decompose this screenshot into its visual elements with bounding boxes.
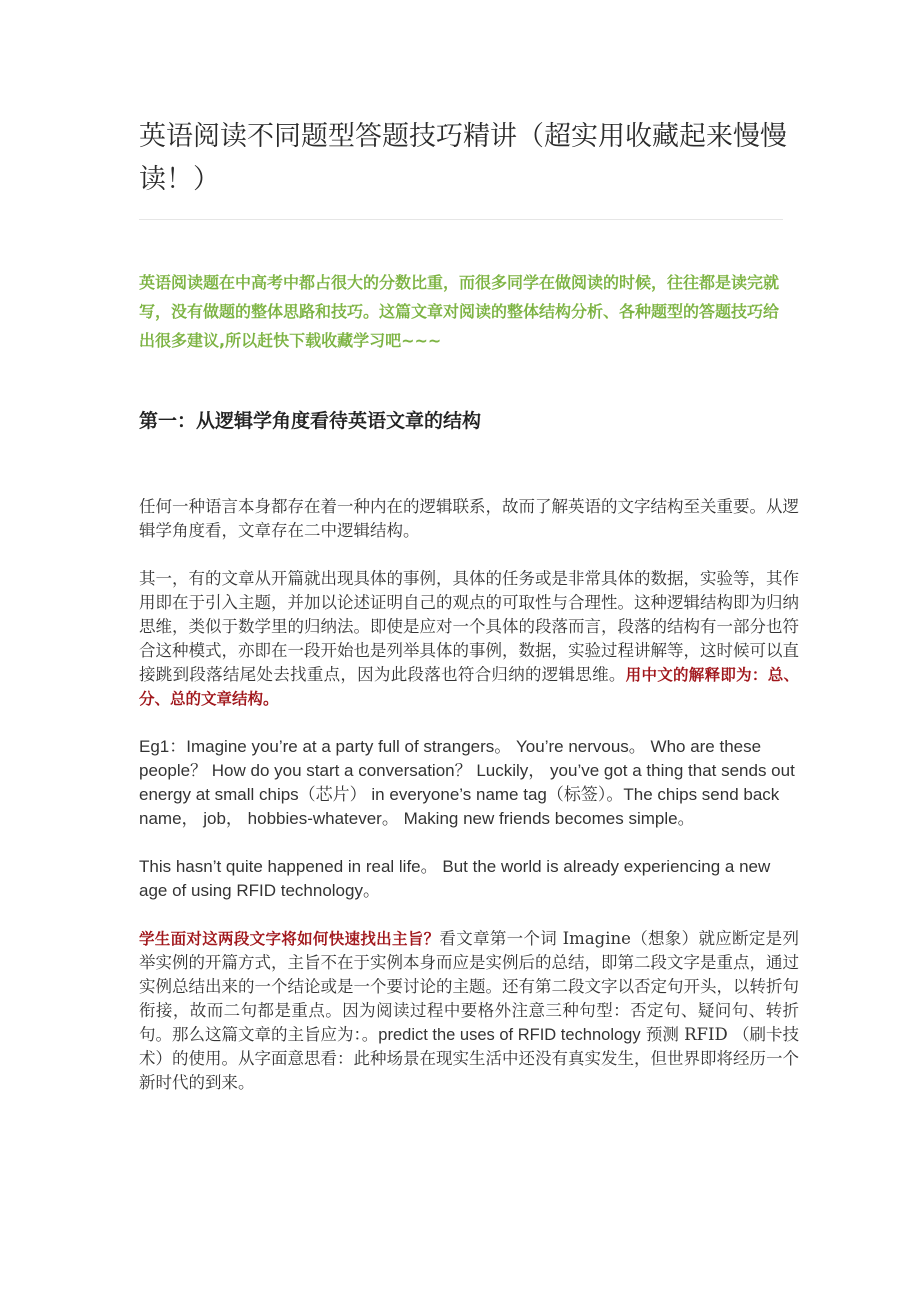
analysis-question: 学生面对这两段文字将如何快速找出主旨？ <box>139 930 440 948</box>
example-paragraph-2: This hasn’t quite happened in real life。 But the world is already experiencing a new age of using RFID technology。 <box>139 857 771 900</box>
paragraph-induction <box>139 567 799 711</box>
intro-paragraph: 英语阅读题在中高考中都占很大的分数比重，而很多同学在做阅读的时候，往往都是读完就写，没有做题的整体思路和技巧。这篇文章对阅读的整体结构分析、各种题型的答题技巧给出很多建议,所以赶快下载收藏学习吧~~~ <box>139 273 780 350</box>
analysis-text-b: 预测 RFID （刷卡技术）的使用。从字面意思看：此种场景在现实生活中还没有真实发生，但世界即将经历一个新时代的到来。 <box>139 1025 800 1092</box>
analysis-text-a: 看文章第一个词 Imagine（想象）就应断定是列举实例的开篇方式，主旨不在于实例本身而应是实例后的总结，即第二段文字是重点，通过实例总结出来的一个结论或是一个要讨论的主题。还有第二段文字以否定句开头，以转折句衔接，故而二句都是重点。因为阅读过程中要格外注意三种句型：否定句、疑问句、转折句。那么这篇文章的主旨应为：。 <box>139 929 799 1044</box>
page-title: 英语阅读不同题型答题技巧精讲（超实用收藏起来慢慢读！） <box>139 121 787 195</box>
document-page <box>139 0 799 1095</box>
example-paragraph-1: Eg1：Imagine you’re at a party full of strangers。 You’re nervous。 Who are these people？ How do you start a conversation？ Luckily， you’ve got a thing that sends out energy at small chips（芯片） in everyone’s name tag（标签）。The chips send back name， job， hobbies-whatever。 Making new friends becomes simple。 <box>139 737 795 828</box>
section-heading: 第一：从逻辑学角度看待英语文章的结构 <box>139 410 482 432</box>
analysis-paragraph <box>139 927 799 1095</box>
structure-emphasis: 用中文的解释即为：总、分、总的文章结构。 <box>139 666 799 708</box>
induction-text: 其一，有的文章从开篇就出现具体的事例，具体的任务或是非常具体的数据，实验等，其作用即在于引入主题，并加以论述证明自己的观点的可取性与合理性。这种逻辑结构即为归纳思维，类似于数学里的归纳法。即使是应对一个具体的段落而言，段落的结构有一部分也符合这种模式，亦即在一段开始也是列举具体的事例，数据，实验过程讲解等，这时候可以直接跳到段落结尾处去找重点，因为此段落也符合归纳的逻辑思维。 <box>139 569 799 684</box>
analysis-text-en: predict the uses of RFID technology <box>378 1026 641 1044</box>
paragraph-logic-intro: 任何一种语言本身都存在着一种内在的逻辑联系，故而了解英语的文字结构至关重要。从逻辑学角度看，文章存在二中逻辑结构。 <box>139 497 799 540</box>
title-divider <box>139 219 783 220</box>
